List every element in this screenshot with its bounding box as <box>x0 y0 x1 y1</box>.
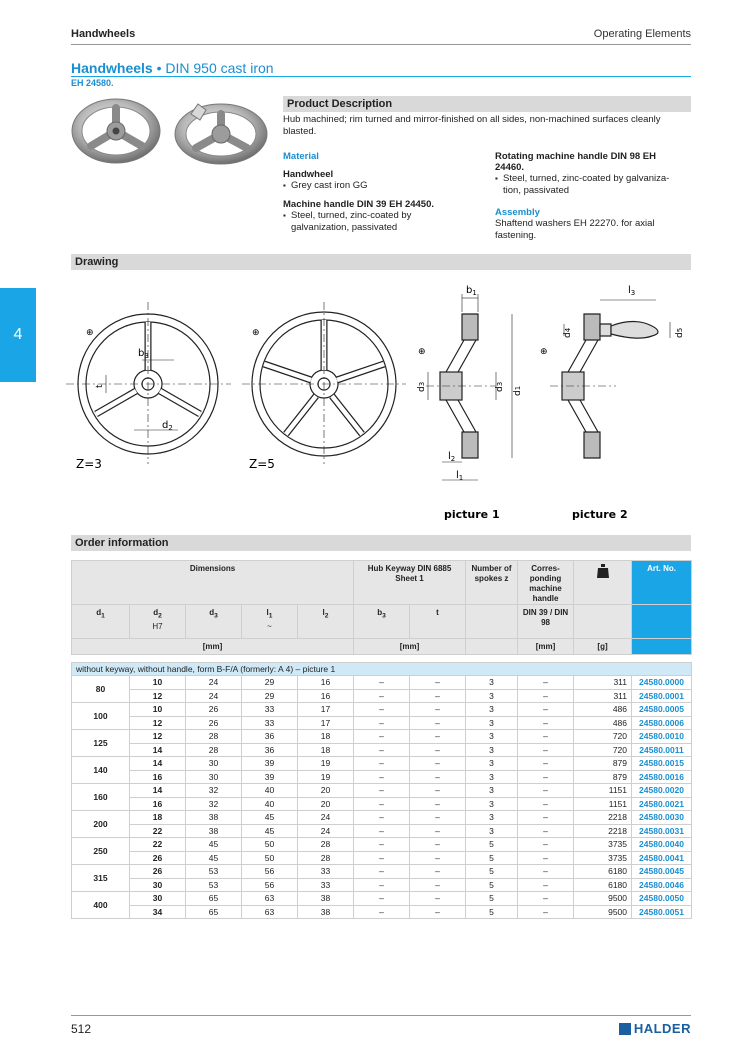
cell-l2: 18 <box>298 743 354 757</box>
cell-d2: 30 <box>130 878 186 892</box>
cell-z: 3 <box>466 703 518 717</box>
cell-g: 2218 <box>574 824 632 838</box>
page-number: 512 <box>71 1022 92 1036</box>
cell-l2: 20 <box>298 797 354 811</box>
cell-l2: 33 <box>298 865 354 879</box>
cell-h: – <box>518 824 574 838</box>
cell-t: – <box>410 892 466 906</box>
cell-d2: 22 <box>130 824 186 838</box>
cell-h: – <box>518 716 574 730</box>
brand-logo <box>619 1021 691 1036</box>
cell-d3: 28 <box>186 730 242 744</box>
cell-h: – <box>518 851 574 865</box>
cell-t: – <box>410 757 466 771</box>
cell-d2: 10 <box>130 703 186 717</box>
cell-g: 9500 <box>574 905 632 919</box>
cell-h: – <box>518 797 574 811</box>
table-row <box>72 784 692 798</box>
unit-g: [g] <box>574 639 632 655</box>
cell-art[interactable]: 24580.0051 <box>632 905 692 919</box>
cell-l2: 19 <box>298 770 354 784</box>
footer-divider <box>71 1015 691 1016</box>
cell-z: 3 <box>466 676 518 690</box>
cell-art[interactable]: 24580.0031 <box>632 824 692 838</box>
cell-art[interactable]: 24580.0041 <box>632 851 692 865</box>
col-weight-icon <box>574 561 632 605</box>
label-l2: $l_2$ <box>448 451 456 463</box>
cell-d1: 140 <box>72 757 130 784</box>
cell-l2: 17 <box>298 703 354 717</box>
cell-d2: 26 <box>130 851 186 865</box>
cell-d3: 53 <box>186 865 242 879</box>
product-description-text: Hub machined; rim turned and mirror-finished on all sides, non-machined surfaces cleanly blasted. <box>283 114 661 137</box>
cell-art[interactable]: 24580.0006 <box>632 716 692 730</box>
cell-g: 6180 <box>574 878 632 892</box>
cell-b3: – <box>354 743 410 757</box>
cell-t: – <box>410 703 466 717</box>
cell-art[interactable]: 24580.0030 <box>632 811 692 825</box>
weight-icon <box>596 564 610 578</box>
cell-l2: 17 <box>298 716 354 730</box>
cell-g: 3735 <box>574 838 632 852</box>
cell-g: 486 <box>574 703 632 717</box>
label-z5: Z=5 <box>249 457 275 471</box>
table-row <box>72 676 692 690</box>
cell-d3: 26 <box>186 703 242 717</box>
cell-b3: – <box>354 811 410 825</box>
handwheel-material: ▪ Grey cast iron GG <box>283 180 483 192</box>
unit-z-blank <box>466 639 518 655</box>
cell-g: 486 <box>574 716 632 730</box>
unit-art-blank <box>632 639 692 655</box>
col-z-blank <box>466 605 518 639</box>
cell-art[interactable]: 24580.0000 <box>632 676 692 690</box>
cell-l1: 36 <box>242 743 298 757</box>
label-b1: $b_1$ <box>466 285 477 297</box>
table-row <box>72 905 692 919</box>
table-row <box>72 892 692 906</box>
material-heading: Material <box>283 151 319 162</box>
cell-d2: 16 <box>130 770 186 784</box>
label-z3: Z=3 <box>76 457 102 471</box>
cell-d3: 24 <box>186 689 242 703</box>
handwheel-heading: Handwheel <box>283 169 334 180</box>
technical-drawing <box>66 272 696 528</box>
rotating-handle-material: ▪ Steel, turned, zinc-coated by galvaniza-tion, passivated <box>495 173 685 197</box>
cell-g: 2218 <box>574 811 632 825</box>
cell-d3: 32 <box>186 784 242 798</box>
cell-b3: – <box>354 878 410 892</box>
handwheel-image-2 <box>175 104 267 164</box>
surface-symbol-3: ⊕ <box>418 347 426 357</box>
table-row <box>72 770 692 784</box>
cell-d1: 200 <box>72 811 130 838</box>
cell-h: – <box>518 905 574 919</box>
label-l1: $l_1$ <box>456 470 464 482</box>
cell-d2: 30 <box>130 892 186 906</box>
cell-h: – <box>518 703 574 717</box>
cell-l1: 56 <box>242 878 298 892</box>
cell-art[interactable]: 24580.0050 <box>632 892 692 906</box>
cell-g: 1151 <box>574 784 632 798</box>
cell-l2: 28 <box>298 838 354 852</box>
cell-d2: 26 <box>130 865 186 879</box>
cell-h: – <box>518 770 574 784</box>
table-row <box>72 865 692 879</box>
col-g-blank <box>574 605 632 639</box>
drawing-heading: Drawing <box>71 254 691 270</box>
cell-z: 3 <box>466 689 518 703</box>
col-group-hub-keyway: Hub Keyway DIN 6885 Sheet 1 <box>354 561 466 605</box>
label-d3-right: d3 <box>495 381 505 392</box>
cell-art[interactable]: 24580.0011 <box>632 743 692 757</box>
title-rest: DIN 950 cast iron <box>165 60 274 76</box>
cell-d3: 65 <box>186 905 242 919</box>
cell-h: – <box>518 878 574 892</box>
cell-z: 3 <box>466 811 518 825</box>
table-row <box>72 730 692 744</box>
cell-d2: 16 <box>130 797 186 811</box>
cell-d2: 14 <box>130 784 186 798</box>
handwheel-3-spoke-drawing <box>66 302 231 464</box>
cell-h: – <box>518 689 574 703</box>
cell-g: 1151 <box>574 797 632 811</box>
order-table <box>71 560 692 919</box>
col-t: t <box>410 605 466 639</box>
cell-t: – <box>410 905 466 919</box>
cell-z: 3 <box>466 743 518 757</box>
cell-t: – <box>410 770 466 784</box>
table-row <box>72 689 692 703</box>
cell-l1: 33 <box>242 703 298 717</box>
cell-t: – <box>410 851 466 865</box>
product-code: EH 24580. <box>71 78 114 88</box>
cell-l2: 18 <box>298 730 354 744</box>
table-row <box>72 838 692 852</box>
material-column <box>283 151 483 234</box>
table-row <box>72 703 692 717</box>
cell-l2: 20 <box>298 784 354 798</box>
picture-2-label: picture 2 <box>572 508 628 521</box>
surface-symbol-2: ⊕ <box>252 328 260 338</box>
cell-l2: 16 <box>298 689 354 703</box>
label-t: t <box>95 384 105 388</box>
cell-t: – <box>410 716 466 730</box>
cell-d3: 26 <box>186 716 242 730</box>
table-row <box>72 757 692 771</box>
cell-d1: 250 <box>72 838 130 865</box>
cell-d3: 38 <box>186 824 242 838</box>
cell-d3: 45 <box>186 851 242 865</box>
cell-d3: 53 <box>186 878 242 892</box>
assembly-text: Shaftend washers EH 22270. for axial fastening. <box>495 218 655 241</box>
cell-l1: 45 <box>242 824 298 838</box>
cell-d2: 10 <box>130 676 186 690</box>
order-information-heading: Order information <box>71 535 691 551</box>
table-row <box>72 811 692 825</box>
cell-z: 3 <box>466 716 518 730</box>
cell-b3: – <box>354 757 410 771</box>
cell-b3: – <box>354 824 410 838</box>
title-bullet: • <box>156 60 162 76</box>
cell-b3: – <box>354 892 410 906</box>
picture-1-label: picture 1 <box>444 508 500 521</box>
product-photo <box>66 96 276 166</box>
cell-art[interactable]: 24580.0016 <box>632 770 692 784</box>
cell-b3: – <box>354 797 410 811</box>
cell-t: – <box>410 811 466 825</box>
table-row <box>72 878 692 892</box>
cell-l1: 29 <box>242 689 298 703</box>
chapter-tab[interactable]: 4 <box>0 288 36 382</box>
cell-h: – <box>518 865 574 879</box>
cell-l1: 39 <box>242 757 298 771</box>
logo-text: HALDER <box>633 1021 691 1036</box>
machine-handle-material: ▪ Steel, turned, zinc-coated by galvanization, passivated <box>283 210 443 234</box>
cell-d3: 65 <box>186 892 242 906</box>
cell-g: 720 <box>574 743 632 757</box>
table-row <box>72 716 692 730</box>
header-divider <box>71 44 691 45</box>
col-group-dimensions: Dimensions <box>72 561 354 605</box>
cell-b3: – <box>354 784 410 798</box>
cell-t: – <box>410 730 466 744</box>
cell-t: – <box>410 797 466 811</box>
cell-t: – <box>410 865 466 879</box>
cell-art[interactable]: 24580.0005 <box>632 703 692 717</box>
cell-z: 3 <box>466 730 518 744</box>
cell-l1: 40 <box>242 797 298 811</box>
cell-d1: 125 <box>72 730 130 757</box>
label-b3: $b_3$ <box>138 348 149 360</box>
cell-d3: 28 <box>186 743 242 757</box>
handwheel-image-1 <box>72 99 160 163</box>
cell-b3: – <box>354 770 410 784</box>
cell-z: 3 <box>466 757 518 771</box>
label-d3-left: d3 <box>417 381 427 392</box>
table-row <box>72 743 692 757</box>
cell-l2: 19 <box>298 757 354 771</box>
cell-h: – <box>518 892 574 906</box>
unit-mm-hub: [mm] <box>354 639 466 655</box>
cell-l2: 16 <box>298 676 354 690</box>
cell-l2: 33 <box>298 878 354 892</box>
col-group-spokes: Number of spokes z <box>466 561 518 605</box>
cell-art[interactable]: 24580.0045 <box>632 865 692 879</box>
cell-z: 5 <box>466 905 518 919</box>
cell-d1: 315 <box>72 865 130 892</box>
cell-g: 3735 <box>574 851 632 865</box>
cell-g: 720 <box>574 730 632 744</box>
assembly-heading: Assembly <box>495 207 540 218</box>
cell-h: – <box>518 757 574 771</box>
cell-d3: 30 <box>186 770 242 784</box>
cell-h: – <box>518 838 574 852</box>
cell-d2: 34 <box>130 905 186 919</box>
cell-t: – <box>410 878 466 892</box>
cell-b3: – <box>354 905 410 919</box>
cell-d2: 22 <box>130 838 186 852</box>
cell-d1: 400 <box>72 892 130 919</box>
cell-l1: 40 <box>242 784 298 798</box>
cell-z: 5 <box>466 892 518 906</box>
product-description-heading: Product Description <box>283 96 691 112</box>
cell-b3: – <box>354 838 410 852</box>
surface-symbol-1: ⊕ <box>86 328 94 338</box>
cell-d2: 14 <box>130 743 186 757</box>
cell-z: 3 <box>466 824 518 838</box>
cell-b3: – <box>354 689 410 703</box>
cell-h: – <box>518 743 574 757</box>
cell-b3: – <box>354 851 410 865</box>
table-row <box>72 851 692 865</box>
title-bold: Handwheels <box>71 60 153 76</box>
form-description-row: without keyway, without handle, form B-F/A (formerly: A 4) – picture 1 <box>72 663 692 676</box>
surface-symbol-4: ⊕ <box>540 347 548 357</box>
label-d1: d1 <box>513 385 523 396</box>
col-b3: $b_3$ <box>354 605 410 639</box>
cell-art[interactable]: 24580.0020 <box>632 784 692 798</box>
picture-2-side-view <box>550 300 670 458</box>
cell-z: 5 <box>466 878 518 892</box>
table-row <box>72 797 692 811</box>
col-d1: $d_1$ <box>72 605 130 639</box>
cell-g: 311 <box>574 676 632 690</box>
cell-l1: 63 <box>242 905 298 919</box>
cell-t: – <box>410 824 466 838</box>
cell-d2: 12 <box>130 730 186 744</box>
cell-t: – <box>410 743 466 757</box>
cell-d1: 100 <box>72 703 130 730</box>
col-art-no: Art. No. <box>632 561 692 605</box>
cell-g: 879 <box>574 770 632 784</box>
cell-d3: 24 <box>186 676 242 690</box>
rotating-handle-heading: Rotating machine handle DIN 98 EH 24460. <box>495 151 656 173</box>
cell-d2: 18 <box>130 811 186 825</box>
cell-h: – <box>518 676 574 690</box>
cell-art[interactable]: 24580.0010 <box>632 730 692 744</box>
cell-l1: 45 <box>242 811 298 825</box>
label-d2: $d_2$ <box>162 420 173 432</box>
cell-art[interactable]: 24580.0040 <box>632 838 692 852</box>
cell-d2: 12 <box>130 716 186 730</box>
page-title <box>71 60 274 76</box>
cell-d2: 14 <box>130 757 186 771</box>
cell-l1: 50 <box>242 838 298 852</box>
col-d3: $d_3$ <box>186 605 242 639</box>
cell-t: – <box>410 676 466 690</box>
cell-d1: 160 <box>72 784 130 811</box>
label-d4: d4 <box>563 327 573 338</box>
cell-d3: 32 <box>186 797 242 811</box>
cell-z: 3 <box>466 784 518 798</box>
cell-art[interactable]: 24580.0015 <box>632 757 692 771</box>
cell-art[interactable]: 24580.0001 <box>632 689 692 703</box>
cell-z: 5 <box>466 851 518 865</box>
cell-b3: – <box>354 716 410 730</box>
cell-h: – <box>518 730 574 744</box>
cell-g: 6180 <box>574 865 632 879</box>
cell-d2: 12 <box>130 689 186 703</box>
cell-l1: 29 <box>242 676 298 690</box>
cell-art[interactable]: 24580.0021 <box>632 797 692 811</box>
logo-icon <box>619 1023 631 1035</box>
cell-t: – <box>410 784 466 798</box>
cell-t: – <box>410 689 466 703</box>
cell-g: 9500 <box>574 892 632 906</box>
cell-l2: 28 <box>298 851 354 865</box>
header-section-title: Handwheels <box>71 28 136 40</box>
cell-l1: 33 <box>242 716 298 730</box>
machine-handle-heading: Machine handle DIN 39 EH 24450. <box>283 199 435 210</box>
cell-z: 5 <box>466 865 518 879</box>
unit-mm-handle: [mm] <box>518 639 574 655</box>
cell-l2: 24 <box>298 824 354 838</box>
cell-l1: 36 <box>242 730 298 744</box>
cell-l2: 38 <box>298 905 354 919</box>
cell-z: 5 <box>466 838 518 852</box>
table-row <box>72 824 692 838</box>
cell-l1: 39 <box>242 770 298 784</box>
col-l2: $l_2$ <box>298 605 354 639</box>
cell-b3: – <box>354 703 410 717</box>
handwheel-5-spoke-drawing <box>242 302 406 464</box>
cell-l1: 63 <box>242 892 298 906</box>
header-category: Operating Elements <box>593 28 691 40</box>
cell-h: – <box>518 784 574 798</box>
order-rows <box>72 676 692 919</box>
cell-art[interactable]: 24580.0046 <box>632 878 692 892</box>
col-art-blank <box>632 605 692 639</box>
cell-g: 879 <box>574 757 632 771</box>
col-l1: $l_1$ ~ <box>242 605 298 639</box>
cell-g: 311 <box>574 689 632 703</box>
col-din: DIN 39 / DIN 98 <box>518 605 574 639</box>
col-group-machine-handle: Corres-ponding machine handle <box>518 561 574 605</box>
unit-mm-dimensions: [mm] <box>72 639 354 655</box>
cell-h: – <box>518 811 574 825</box>
cell-d3: 45 <box>186 838 242 852</box>
label-d5: d5 <box>675 327 685 338</box>
title-divider <box>71 76 691 77</box>
cell-l1: 56 <box>242 865 298 879</box>
cell-d3: 38 <box>186 811 242 825</box>
cell-d1: 80 <box>72 676 130 703</box>
col-d2: $d_2$ H7 <box>130 605 186 639</box>
cell-b3: – <box>354 865 410 879</box>
cell-z: 3 <box>466 770 518 784</box>
cell-t: – <box>410 838 466 852</box>
cell-l2: 24 <box>298 811 354 825</box>
cell-l1: 50 <box>242 851 298 865</box>
rotating-handle-column <box>495 151 691 242</box>
cell-l2: 38 <box>298 892 354 906</box>
cell-b3: – <box>354 676 410 690</box>
cell-z: 3 <box>466 797 518 811</box>
label-l3: $l_3$ <box>628 285 636 297</box>
cell-d3: 30 <box>186 757 242 771</box>
cell-b3: – <box>354 730 410 744</box>
